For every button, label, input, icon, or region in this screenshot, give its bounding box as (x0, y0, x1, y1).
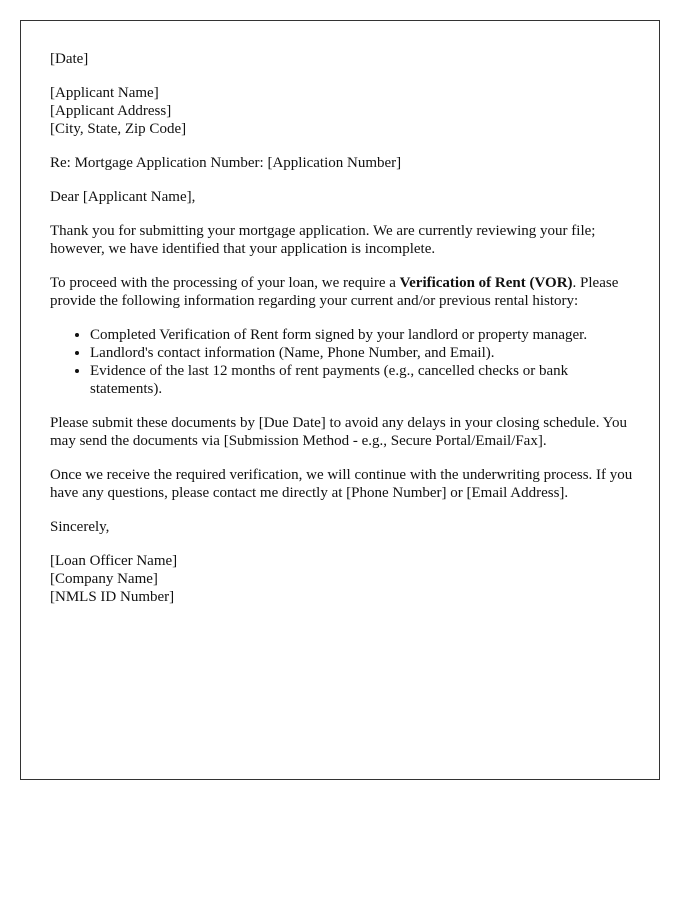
vor-emphasis: Verification of Rent (VOR) (399, 275, 573, 291)
signature-block (50, 552, 640, 606)
requirement-item: • Landlord's contact information (Name, Phone Number, and Email). (90, 344, 640, 362)
vor-request-text-end: . Please provide the following information regarding your current and/or previous rental history: (50, 275, 619, 309)
submission-paragraph: Please submit these documents by [Due Date] to avoid any delays in your closing schedule. You may send the documents via [Submission Method - e.g., Secure Portal/Email/Fax]. (50, 415, 627, 449)
re-line: Re: Mortgage Application Number: [Application Number] (50, 155, 402, 171)
recipient-name: [Applicant Name] (50, 85, 159, 101)
letter-date: [Date] (50, 51, 89, 67)
recipient-city-state-zip: [City, State, Zip Code] (50, 121, 187, 137)
requirement-item: • Completed Verification of Rent form signed by your landlord or property manager. (90, 326, 640, 344)
letter-body (50, 50, 640, 622)
next-steps-paragraph: Once we receive the required verification, we will continue with the underwriting process. If you have any questions, please contact me directly at [Phone Number] or [Email Address]. (50, 467, 633, 501)
company-name: [Company Name] (50, 571, 158, 587)
requirement-item: • Evidence of the last 12 months of rent payments (e.g., cancelled checks or bank statements). (90, 362, 640, 398)
letter-page (20, 20, 660, 780)
intro-paragraph: Thank you for submitting your mortgage application. We are currently reviewing your file; however, we have identified that your application is incomplete. (50, 223, 596, 257)
vor-request-text-start: To proceed with the processing of your loan, we require a (50, 275, 400, 291)
loan-officer-name: [Loan Officer Name] (50, 553, 178, 569)
vor-request-paragraph (50, 274, 640, 310)
salutation: Dear [Applicant Name], (50, 189, 196, 205)
nmls-id: [NMLS ID Number] (50, 589, 175, 605)
requirements-list (50, 326, 640, 398)
recipient-block (50, 84, 640, 138)
closing: Sincerely, (50, 519, 110, 535)
recipient-address: [Applicant Address] (50, 103, 172, 119)
